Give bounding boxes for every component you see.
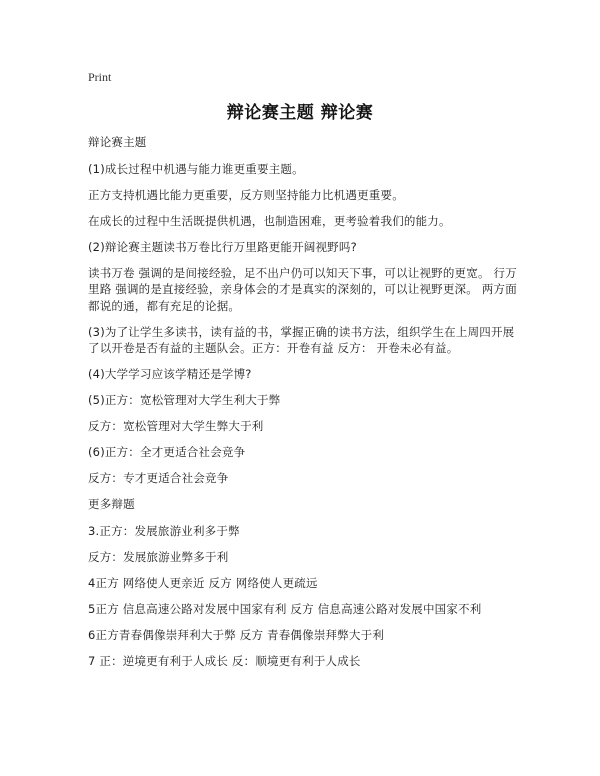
page-title: 辩论赛主题 辩论赛 (226, 103, 374, 123)
paragraph: (2)辩论赛主题读书万卷比行万里路更能开阔视野吗? (88, 239, 357, 254)
paragraph: (4)大学学习应该学精还是学博? (88, 367, 252, 381)
paragraph: 3.正方：发展旅游业利多于弊 (88, 523, 240, 538)
section-heading: 更多辩题 (88, 497, 135, 511)
paragraph: 7 正：逆境更有利于人成长 反：顺境更有利于人成长 (88, 653, 361, 668)
section-heading: 辩论赛主题 (88, 135, 147, 149)
paragraph: (3)为了让学生多读书，读有益的书，掌握正确的读书方法，组织学生在上周四开展了以开卷是否有益的主题队会。正方：开卷有益 反方： 开卷未必有益。 (88, 324, 515, 355)
paragraph: 读书万卷 强调的是间接经验，足不出户仍可以知天下事，可以让视野的更宽。 行万里路 强调的是直接经验，亲身体会的才是真实的深刻的，可以让视野更深。 两方面都说的通，都有充足的论据。 (88, 265, 517, 313)
paragraph: (1)成长过程中机遇与能力谁更重要主题。 (88, 161, 304, 176)
paragraph: 6正方青春偶像崇拜利大于弊 反方 青春偶像崇拜弊大于利 (88, 627, 385, 642)
paragraph: 在成长的过程中生活既提供机遇，也制造困难，更考验着我们的能力。 (88, 213, 451, 228)
paragraph: 反方：专才更适合社会竞争 (88, 471, 229, 485)
paragraph: (6)正方：全才更适合社会竞争 (88, 445, 246, 459)
paragraph: 4正方 网络使人更亲近 反方 网络使人更疏远 (88, 575, 318, 590)
paragraph: 正方支持机遇比能力更重要，反方则坚持能力比机遇更重要。 (88, 187, 404, 202)
print-link[interactable]: Print (88, 70, 112, 84)
document-body (88, 134, 518, 679)
paragraph: 反方：宽松管理对大学生弊大于利 (88, 419, 264, 433)
paragraph: (5)正方：宽松管理对大学生利大于弊 (88, 393, 281, 407)
paragraph: 5正方 信息高速公路对发展中国家有利 反方 信息高速公路对发展中国家不利 (88, 601, 482, 616)
paragraph: 反方：发展旅游业弊多于利 (88, 549, 229, 564)
